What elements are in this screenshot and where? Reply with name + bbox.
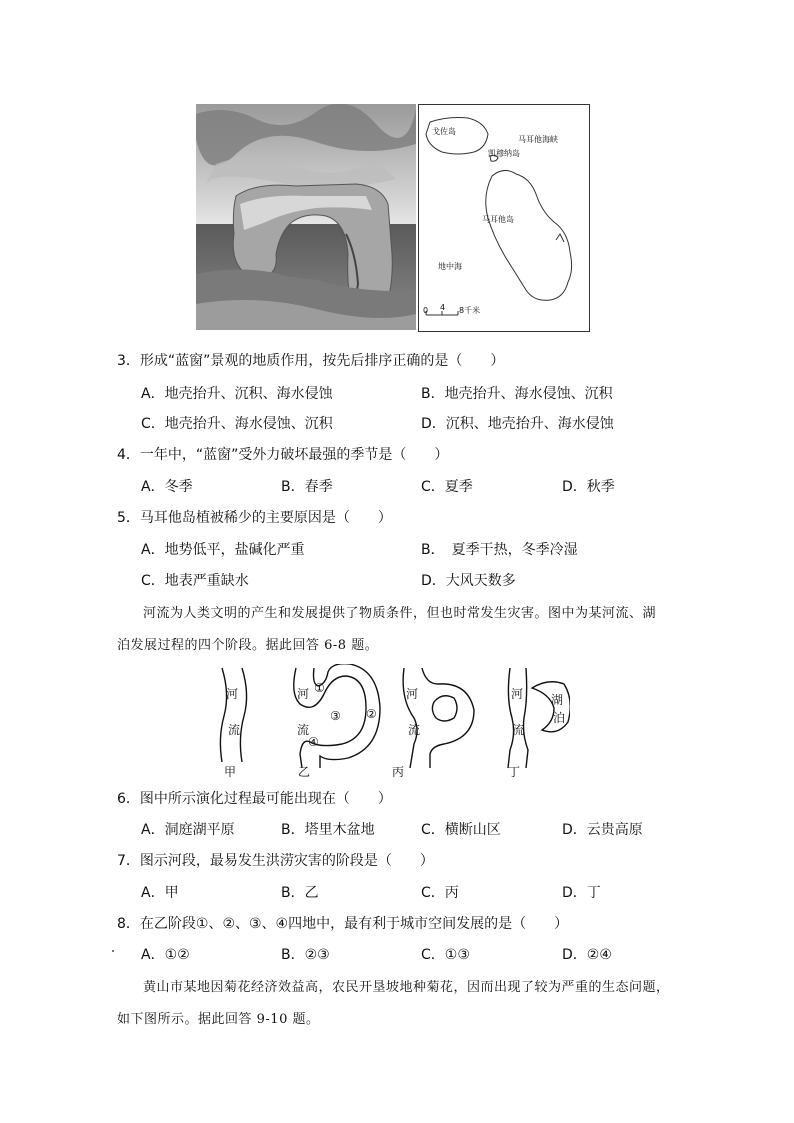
ding-lake-char: 湖 bbox=[551, 693, 564, 707]
azure-window-photo bbox=[196, 104, 416, 330]
point-4: ④ bbox=[308, 735, 319, 749]
malta-map bbox=[418, 104, 590, 332]
question-6-stem: 6．图中所示演化过程最可能出现在（ ） bbox=[117, 791, 392, 807]
question-3-option-c[interactable]: C．地壳抬升、海水侵蚀、沉积 bbox=[141, 416, 333, 432]
passage-1-line-2: 泊发展过程的四个阶段。据此回答 6-8 题。 bbox=[117, 638, 379, 653]
question-3-option-b[interactable]: B．地壳抬升、海水侵蚀、沉积 bbox=[421, 386, 613, 402]
question-7-stem: 7．图示河段，最易发生洪涝灾害的阶段是（ ） bbox=[117, 853, 434, 869]
stage-bing-river bbox=[392, 668, 474, 779]
question-5-option-b[interactable]: B． 夏季干热，冬季冷湿 bbox=[421, 542, 578, 558]
ding-river-char: 河 bbox=[511, 687, 524, 701]
stage-jia-river bbox=[220, 668, 246, 779]
question-7-option-a[interactable]: A．甲 bbox=[141, 885, 179, 901]
stage-label-ding: 丁 bbox=[508, 765, 521, 779]
bing-flow-char: 流 bbox=[408, 723, 421, 737]
ding-flow-char: 流 bbox=[512, 723, 525, 737]
map-label-strait: 马耳他海峡 bbox=[518, 135, 558, 144]
question-4-option-a[interactable]: A．冬季 bbox=[141, 479, 193, 495]
map-label-gozo: 戈佐岛 bbox=[432, 127, 456, 136]
point-2: ② bbox=[366, 707, 377, 721]
yi-river-char: 河 bbox=[297, 687, 310, 701]
scale-label-4: 4 bbox=[440, 303, 446, 312]
question-6-option-b[interactable]: B．塔里木盆地 bbox=[281, 822, 375, 838]
scale-label-8km: 8千米 bbox=[459, 306, 481, 315]
stage-label-bing: 丙 bbox=[392, 765, 405, 779]
scale-label-0: 0 bbox=[423, 306, 429, 315]
question-3-option-d[interactable]: D．沉积、地壳抬升、海水侵蚀 bbox=[421, 416, 614, 432]
question-4-option-b[interactable]: B．春季 bbox=[281, 479, 333, 495]
question-7-option-c[interactable]: C．丙 bbox=[421, 885, 459, 901]
passage-1-line-1: 河流为人类文明的产生和发展提供了物质条件，但也时常发生灾害。图中为某河流、湖 bbox=[143, 606, 657, 621]
map-label-comino: 凯穆纳岛 bbox=[488, 149, 520, 158]
stage-ding-river bbox=[508, 668, 570, 779]
stage-yi-river bbox=[294, 664, 380, 779]
river-evolution-diagram bbox=[210, 664, 570, 780]
stage-label-yi: 乙 bbox=[298, 765, 311, 779]
question-6-option-c[interactable]: C．横断山区 bbox=[421, 822, 501, 838]
question-4-stem: 4．一年中，“蓝窗”受外力破坏最强的季节是（ ） bbox=[117, 447, 449, 463]
question-4-option-d[interactable]: D．秋季 bbox=[562, 479, 615, 495]
question-5-option-a[interactable]: A．地势低平，盐碱化严重 bbox=[141, 542, 305, 558]
question-8-option-b[interactable]: B．②③ bbox=[281, 947, 330, 963]
jia-river-char: 河 bbox=[226, 687, 239, 701]
yi-flow-char: 流 bbox=[297, 723, 310, 737]
question-3-stem: 3．形成“蓝窗”景观的地质作用，按先后排序正确的是（ ） bbox=[117, 353, 505, 369]
stage-label-jia: 甲 bbox=[224, 765, 237, 779]
question-5-stem: 5．马耳他岛植被稀少的主要原因是（ ） bbox=[117, 510, 392, 526]
question-5-option-c[interactable]: C．地表严重缺水 bbox=[141, 573, 249, 589]
question-8-option-a[interactable]: A．①② bbox=[141, 947, 190, 963]
question-3-option-a[interactable]: A．地壳抬升、沉积、海水侵蚀 bbox=[141, 386, 333, 402]
passage-2-line-1: 黄山市某地因菊花经济效益高，农民开垦坡地种菊花，因而出现了较为严重的生态问题， bbox=[143, 980, 670, 995]
question-8-option-c[interactable]: C．①③ bbox=[421, 947, 470, 963]
question-7-option-d[interactable]: D．丁 bbox=[562, 885, 601, 901]
question-6-option-d[interactable]: D．云贵高原 bbox=[562, 822, 643, 838]
passage-2-line-2: 如下图所示。据此回答 9-10 题。 bbox=[117, 1012, 320, 1027]
question-5-option-d[interactable]: D．大风天数多 bbox=[421, 573, 516, 589]
question-6-option-a[interactable]: A．洞庭湖平原 bbox=[141, 822, 235, 838]
map-label-malta: 马耳他岛 bbox=[482, 215, 514, 224]
jia-flow-char: 流 bbox=[228, 723, 241, 737]
question-8-stem: 8．在乙阶段①、②、③、④四地中，最有利于城市空间发展的是（ ） bbox=[117, 916, 569, 932]
ding-lake-char-2: 泊 bbox=[553, 711, 566, 725]
bing-river-char: 河 bbox=[406, 687, 419, 701]
question-8-option-d[interactable]: D．②④ bbox=[562, 947, 612, 963]
stray-dot bbox=[112, 950, 114, 952]
question-4-option-c[interactable]: C．夏季 bbox=[421, 479, 473, 495]
question-7-option-b[interactable]: B．乙 bbox=[281, 885, 319, 901]
point-1: ① bbox=[314, 681, 325, 695]
map-label-med: 地中海 bbox=[438, 262, 462, 271]
point-3: ③ bbox=[330, 709, 341, 723]
